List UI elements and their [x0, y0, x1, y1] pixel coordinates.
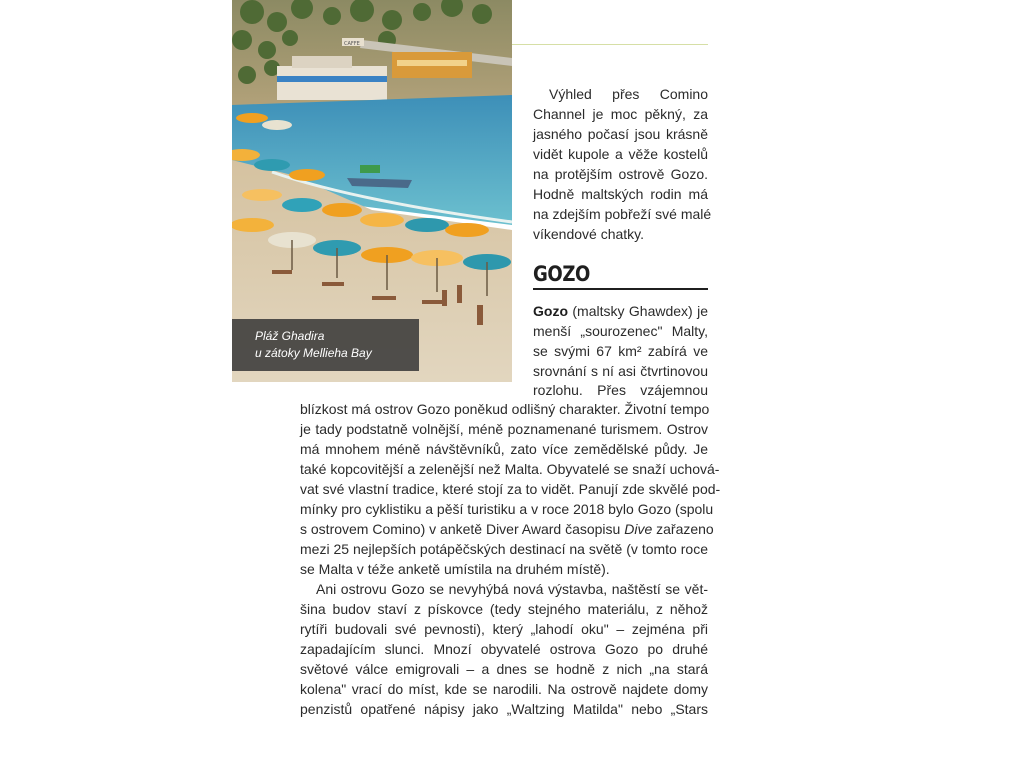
text-line: také kopcovitější a zelenější než Malta. Obyvatelé se snaží uchová- [300, 461, 720, 477]
text-line: víkendové chatky. [533, 226, 645, 242]
text-span: (maltsky Ghawdex) je [568, 303, 708, 319]
beach-photo [232, 0, 512, 382]
text-line: má mnohem méně návštěvníků, zato více zemědělské půdy. Je [300, 441, 708, 457]
text-line: šina budov staví z pískovce (tedy stejného materiálu, z něhož [300, 601, 708, 617]
text-line: na zdejším pobřeží své malé [533, 206, 712, 222]
text-line: Channel je moc pěkný, za [533, 106, 708, 122]
caption-line-1: Pláž Ghadira [255, 329, 325, 343]
bold-term: Gozo [533, 303, 568, 319]
text-line: Ani ostrovu Gozo se nevyhýbá nová výstavba, naštěstí se vět- [316, 581, 708, 597]
text-line: rytíři budovali své pevnosti), který „lahodí oku" – zejména při [300, 621, 708, 637]
text-line: je tady podstatně volnější, méně poznamenané turismem. Ostrov [300, 421, 708, 437]
text-line: Hodně maltských rodin má [533, 186, 708, 202]
top-rule-divider [512, 44, 708, 45]
text-line [533, 302, 708, 321]
caption-line-2: u zátoky Mellieha Bay [255, 346, 372, 360]
italic-magazine-name: Dive [624, 521, 653, 537]
text-line: světové válce emigrovali – a dnes se hodně z nich „na stará [300, 661, 708, 677]
text-line: zapadajícím slunci. Mnozí obyvatelé ostrova Gozo po druhé [300, 641, 708, 657]
photo-caption [232, 319, 419, 371]
text-line: se svými 67 km² zabírá ve [533, 343, 708, 359]
section-heading: GOZO [533, 262, 590, 286]
text-line: Výhled přes Comino [549, 86, 708, 102]
text-line: se Malta v téže anketě umístila na druhém místě). [300, 561, 610, 577]
text-line: vat své vlastní tradice, které stojí za to vidět. Panují zde skvělé pod- [300, 481, 721, 497]
text-line: jasného počasí jsou krásně [533, 126, 708, 142]
text-line: srovnání s ní asi čtvrtinovou [533, 363, 708, 379]
text-line: na protějším ostrově Gozo. [533, 166, 708, 182]
text-line: rozlohu. Přes vzájemnou [533, 382, 708, 398]
text-line [300, 520, 714, 539]
text-line: mezi 25 nejlepších potápěčských destinací na světě (v tomto roce [300, 541, 708, 557]
text-line: menší „sourozenec" Malty, [533, 323, 708, 339]
text-line: mínky pro cyklistiku a pěší turistiku a v roce 2018 bylo Gozo (spolu [300, 501, 714, 517]
text-span: zařazeno [652, 521, 714, 537]
cafe-sign-text: CAFFE [344, 41, 360, 47]
text-line: vidět kupole a věže kostelů [533, 146, 708, 162]
heading-underline [533, 288, 708, 290]
text-line: kolena" vrací do míst, kde se narodili. Na ostrově najdete domy [300, 681, 708, 697]
text-line: blízkost má ostrov Gozo poněkud odlišný charakter. Životní tempo [300, 401, 710, 417]
text-line: penzistů opatřené nápisy jako „Waltzing Matilda" nebo „Stars [300, 701, 708, 717]
text-span: s ostrovem Comino) v anketě Diver Award časopisu [300, 521, 625, 537]
